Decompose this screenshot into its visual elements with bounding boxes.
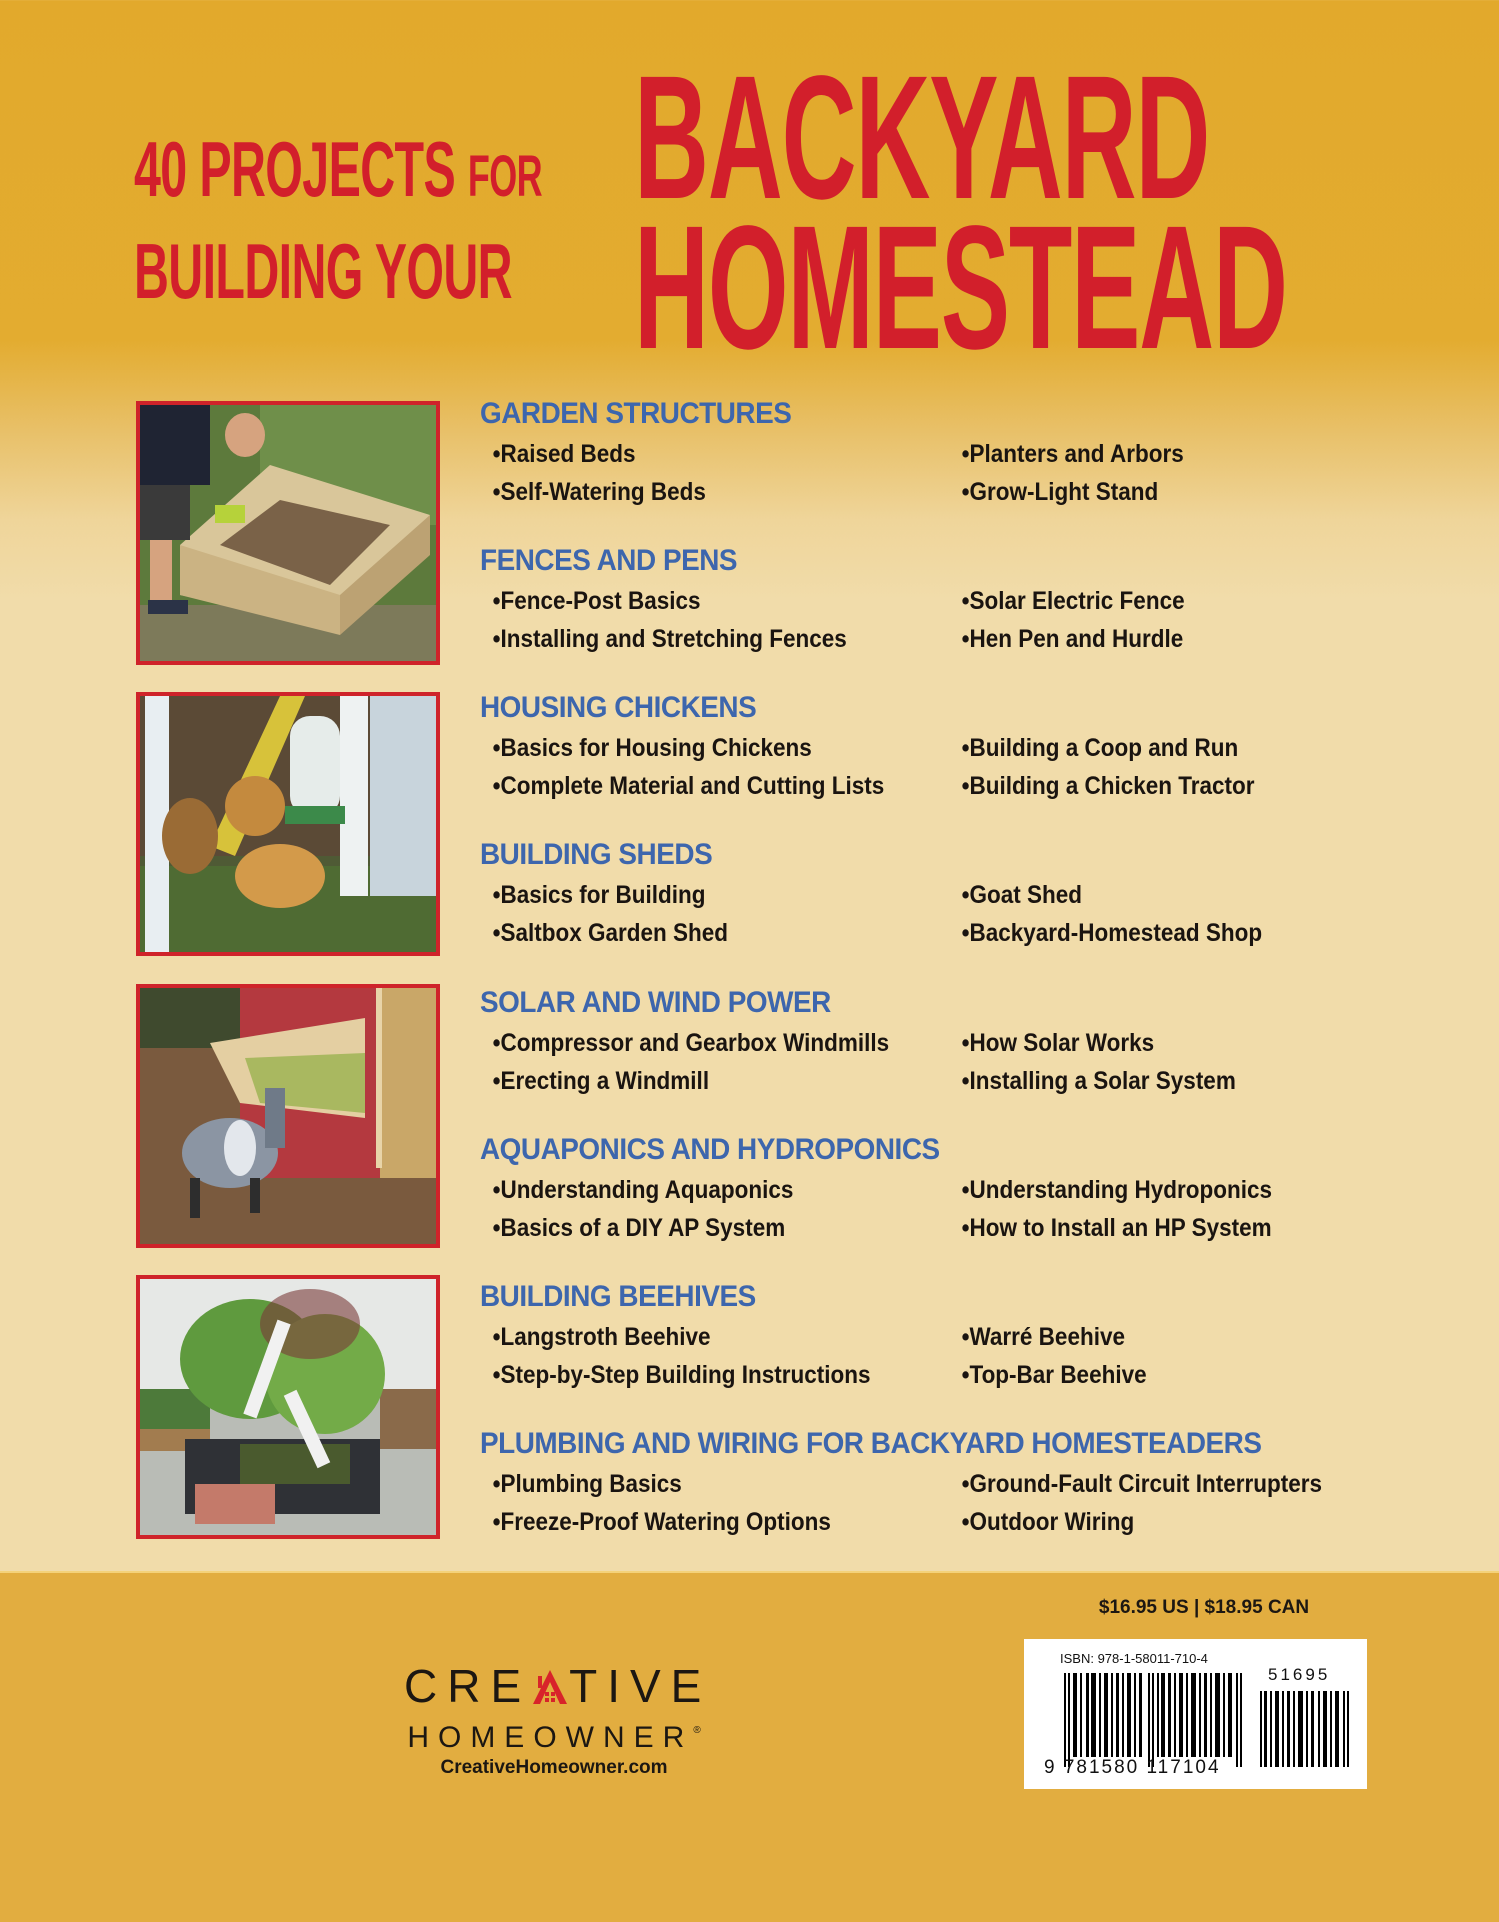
list-item: • Installing a Solar System	[949, 1064, 1381, 1098]
section-title: SOLAR AND WIND POWER	[480, 986, 831, 1019]
list-item: • Basics for Housing Chickens	[480, 731, 902, 765]
item-list	[480, 1026, 1480, 1098]
section-plumbing-and-wiring	[480, 1427, 1480, 1539]
logo-creative-wordmark	[404, 1660, 712, 1714]
section-solar-and-wind-power	[480, 986, 1480, 1098]
list-item: • How Solar Works	[949, 1026, 1381, 1060]
isbn-barcode-icon	[1064, 1673, 1244, 1767]
section-garden-structures	[480, 397, 1480, 509]
photo-goat	[136, 984, 440, 1248]
title-backyard: BACKYARD	[634, 40, 1210, 236]
title-for-text: FOR	[467, 144, 542, 209]
price-barcode-icon	[1260, 1691, 1350, 1767]
item-list	[480, 878, 1480, 950]
item-list	[480, 1173, 1480, 1245]
section-title: BUILDING BEEHIVES	[480, 1280, 756, 1313]
list-item: • Step-by-Step Building Instructions	[480, 1358, 902, 1392]
list-item: • Basics for Building	[480, 878, 902, 912]
section-title: FENCES AND PENS	[480, 544, 738, 577]
section-building-sheds	[480, 838, 1480, 950]
logo-text-tive: TIVE	[569, 1660, 712, 1712]
list-item: • Backyard-Homestead Shop	[949, 916, 1381, 950]
logo-homeowner-wordmark	[404, 1714, 704, 1755]
item-list	[480, 731, 1480, 803]
list-item: • Planters and Arbors	[949, 437, 1381, 471]
title-homestead: HOMESTEAD	[634, 190, 1287, 386]
item-list	[480, 1467, 1480, 1539]
list-item: • Langstroth Beehive	[480, 1320, 902, 1354]
list-item: • Complete Material and Cutting Lists	[480, 769, 902, 803]
list-item: • Outdoor Wiring	[949, 1505, 1381, 1539]
list-item: • Saltbox Garden Shed	[480, 916, 902, 950]
list-item: • Erecting a Windmill	[480, 1064, 902, 1098]
price-label: $16.95 US | $18.95 CAN	[1098, 1597, 1310, 1618]
list-item: • Self-Watering Beds	[480, 475, 902, 509]
goat-image-icon	[140, 988, 436, 1244]
photo-aquaponics	[136, 1275, 440, 1539]
list-item: • Warré Beehive	[949, 1320, 1381, 1354]
aquaponics-image-icon	[140, 1279, 436, 1535]
list-item: • How to Install an HP System	[949, 1211, 1381, 1245]
list-item: • Raised Beds	[480, 437, 902, 471]
section-title: AQUAPONICS AND HYDROPONICS	[480, 1133, 940, 1166]
list-item: • Freeze-Proof Watering Options	[480, 1505, 902, 1539]
photo-raised-bed	[136, 401, 440, 665]
supplement-digits: 51695	[1268, 1665, 1331, 1684]
title-projects-text: 40 PROJECTS	[134, 125, 468, 213]
list-item: • Plumbing Basics	[480, 1467, 902, 1501]
list-item: • Installing and Stretching Fences	[480, 622, 902, 656]
registered-mark: ®	[693, 1725, 701, 1736]
barcode-panel	[1024, 1639, 1367, 1789]
list-item: • Understanding Aquaponics	[480, 1173, 902, 1207]
publisher-url: CreativeHomeowner.com	[440, 1757, 668, 1778]
chickens-image-icon	[140, 696, 436, 952]
list-item: • Goat Shed	[949, 878, 1381, 912]
section-title: BUILDING SHEDS	[480, 838, 713, 871]
list-item: • Hen Pen and Hurdle	[949, 622, 1381, 656]
isbn-label: ISBN: 978-1-58011-710-4	[1060, 1651, 1208, 1666]
logo-text-cre: CRE	[404, 1660, 532, 1712]
section-title: GARDEN STRUCTURES	[480, 397, 792, 430]
item-list	[480, 584, 1480, 656]
section-fences-and-pens	[480, 544, 1480, 656]
item-list	[480, 437, 1480, 509]
raised-bed-image-icon	[140, 405, 436, 661]
logo-text-homeowner: HOMEOWNER	[407, 1721, 694, 1754]
section-building-beehives	[480, 1280, 1480, 1392]
section-aquaponics-and-hydroponics	[480, 1133, 1480, 1245]
list-item: • Basics of a DIY AP System	[480, 1211, 902, 1245]
item-list	[480, 1320, 1480, 1392]
section-housing-chickens	[480, 691, 1480, 803]
photo-chickens	[136, 692, 440, 956]
list-item: • Building a Coop and Run	[949, 731, 1381, 765]
list-item: • Grow-Light Stand	[949, 475, 1381, 509]
list-item: • Solar Electric Fence	[949, 584, 1381, 618]
publisher-logo	[404, 1660, 712, 1781]
title-line-2: BUILDING YOUR	[134, 227, 512, 315]
list-item: • Compressor and Gearbox Windmills	[480, 1026, 902, 1060]
title-line-1	[134, 125, 542, 216]
house-roof-icon	[531, 1666, 569, 1714]
list-item: • Understanding Hydroponics	[949, 1173, 1381, 1207]
barcode-digits: 9 781580 117104	[1044, 1757, 1221, 1778]
list-item: • Fence-Post Basics	[480, 584, 902, 618]
list-item: • Top-Bar Beehive	[949, 1358, 1381, 1392]
section-title: PLUMBING AND WIRING FOR BACKYARD HOMESTEADERS	[480, 1427, 1262, 1460]
section-title: HOUSING CHICKENS	[480, 691, 757, 724]
list-item: • Ground-Fault Circuit Interrupters	[949, 1467, 1381, 1501]
list-item: • Building a Chicken Tractor	[949, 769, 1381, 803]
